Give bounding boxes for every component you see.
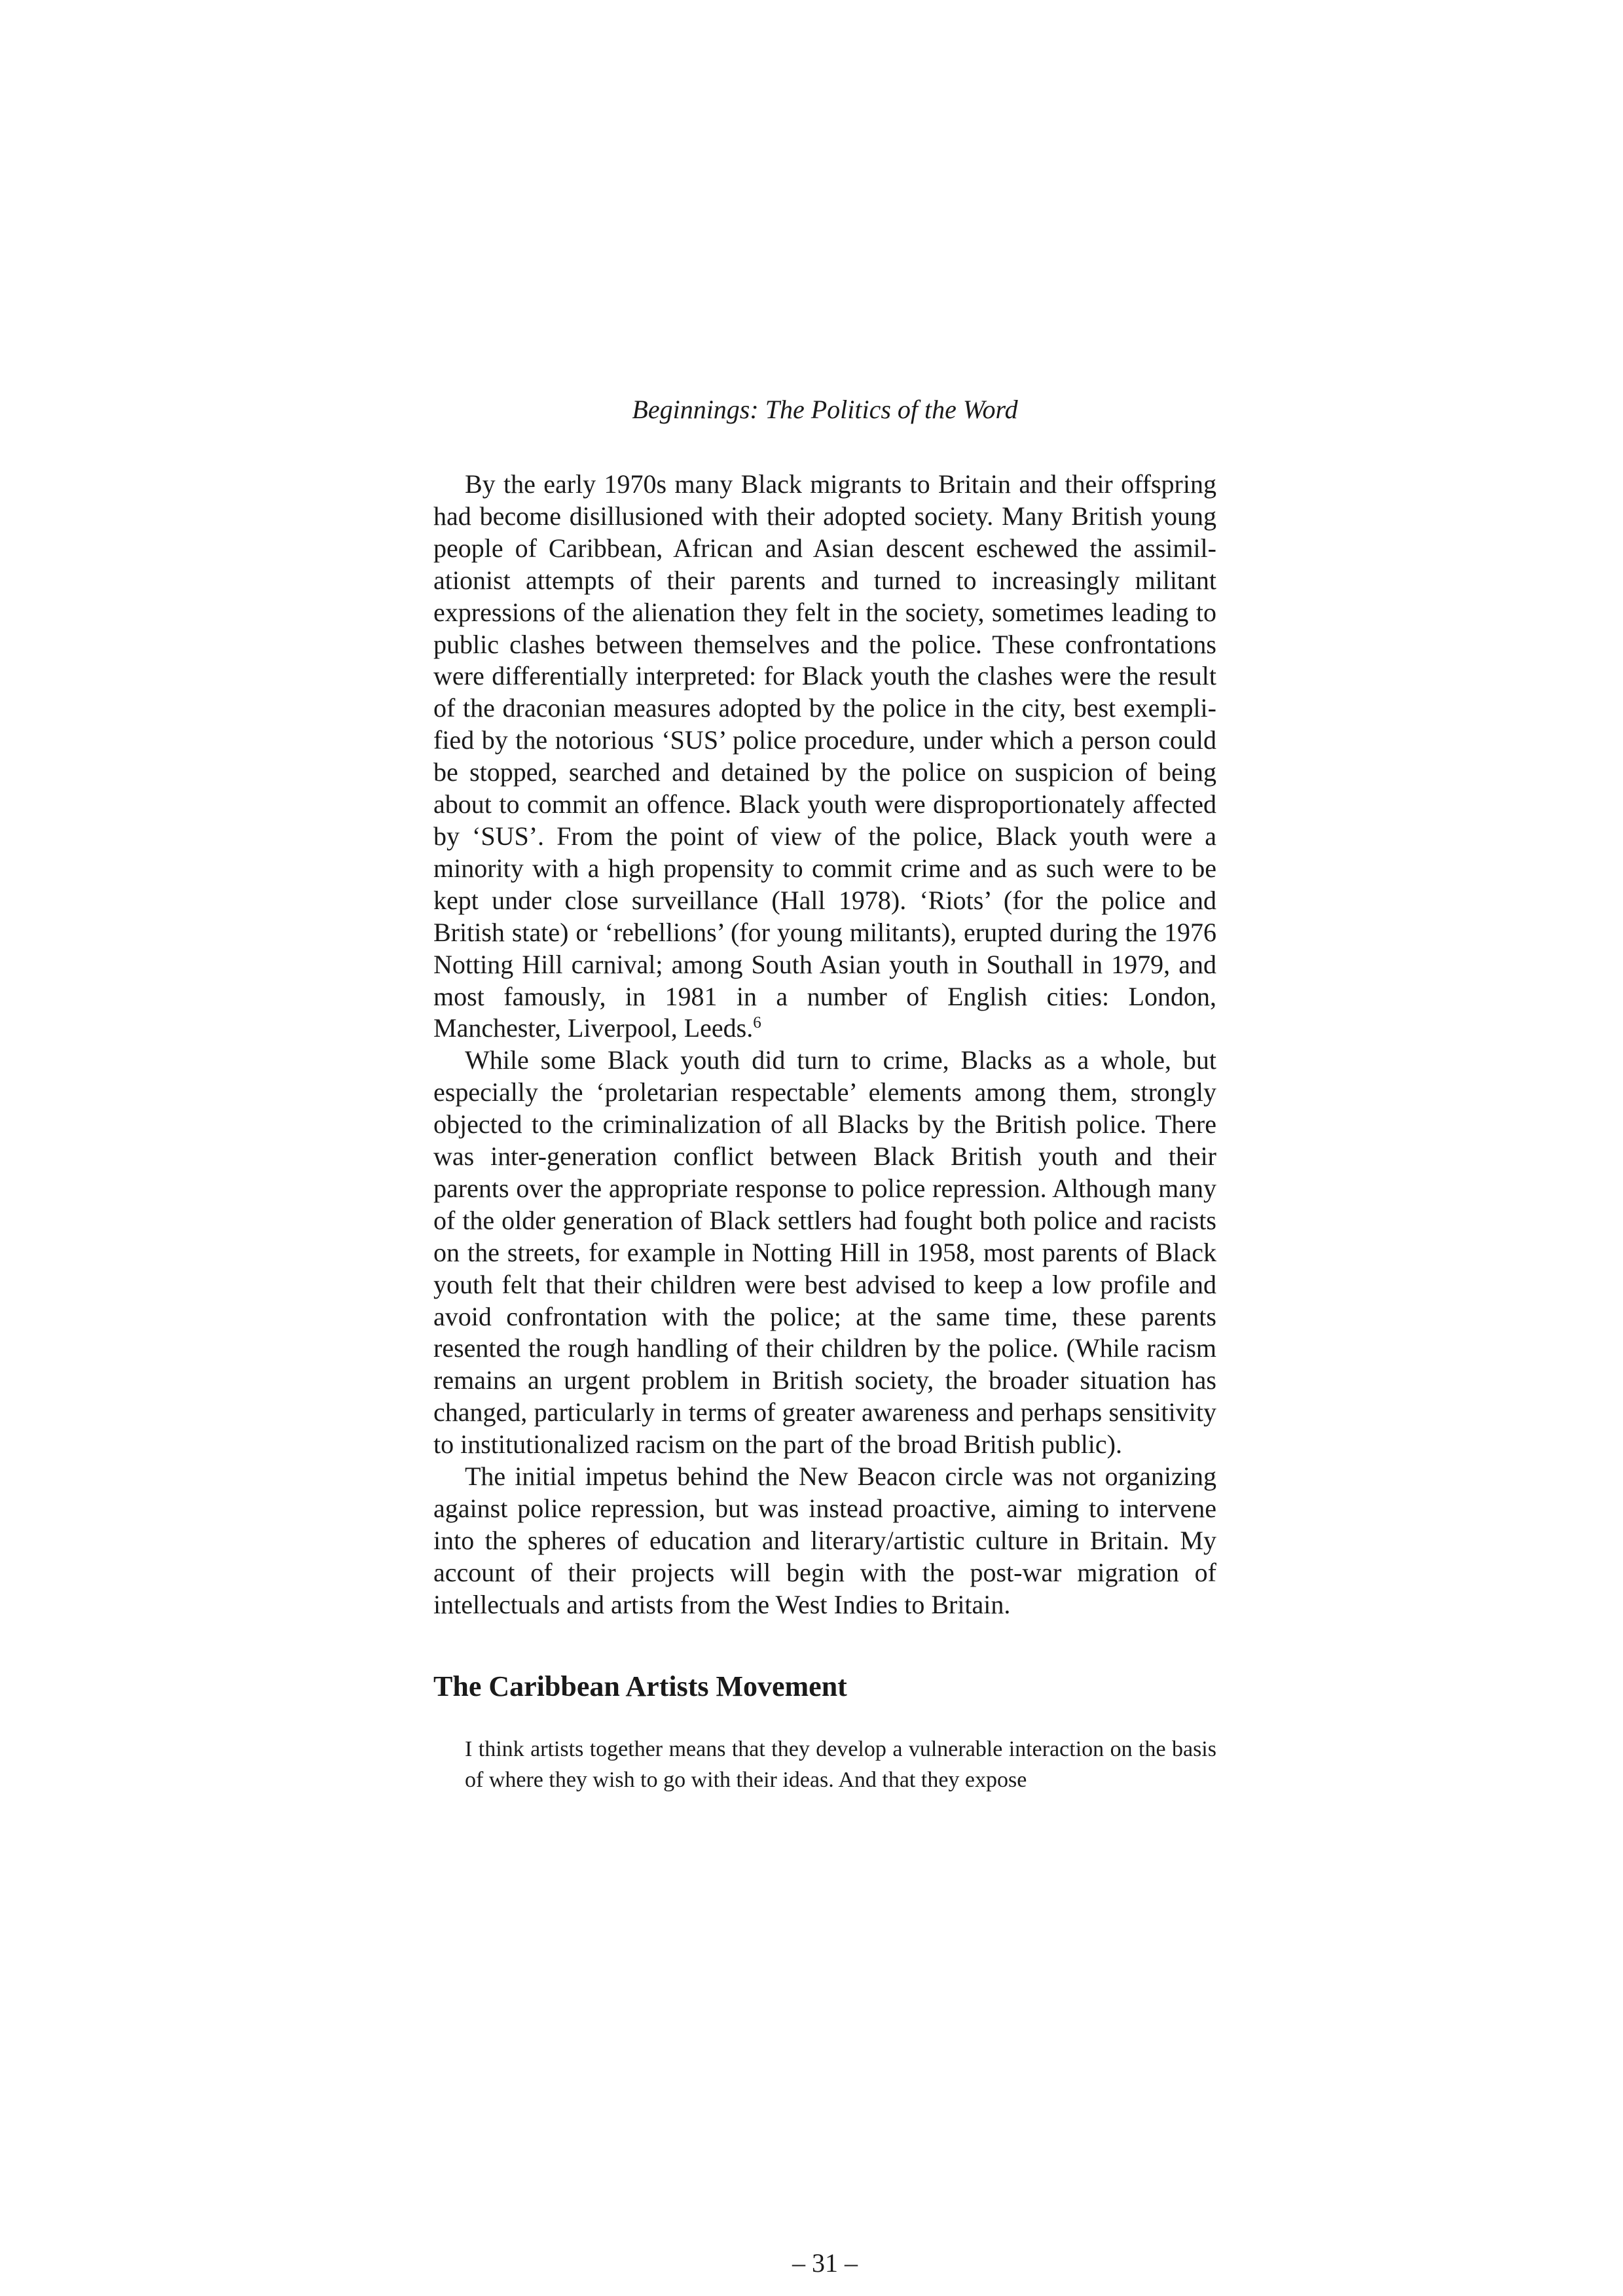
paragraph-text: While some Black youth did turn to crime, Blacks as a whole, but especially the ‘proletarian respectable’ elements among them, strongly objected to the criminalization of all Blacks by the British police. There was inter-generation conflict between Black British youth and their parents over the appropriate response to police repression. Although many of the older generation of Black settlers had fought both police and racists on the streets, for example in Notting Hill in 1958, most parents of Black youth felt that their children were best advised to keep a low profile and avoid confrontation with the police; at the same time, these parents resented the rough handling of their children by the police. (While racism remains an urgent problem in British society, the broader situation has changed, particularly in terms of greater awareness and perhaps sensitivity to institutionalized racism on the part of the broad British public).	[433, 1045, 1216, 1460]
page-number: – 31 –	[792, 2248, 858, 2278]
paragraph-text: The initial impetus behind the New Beacon circle was not organizing against police repression, but was instead proactive, aiming to intervene into the spheres of education and literary/artistic culture in Britain. My account of their projects will begin with the post-war migration of intellectuals and artists from the West Indies to Britain.	[433, 1462, 1216, 1619]
body-paragraph-3	[433, 1461, 1216, 1621]
footnote-marker[interactable]: 6	[753, 1014, 761, 1032]
paragraph-text: By the early 1970s many Black migrants to Britain and their offspring had become disillusioned with their adopted society. Many British young people of Caribbean, African and Asian descent eschewed the assimilationist attempts of their parents and turned to increasingly militant expressions of the alienation they felt in the society, sometimes leading to public clashes between themselves and the police. These confrontations were differentially interpreted: for Black youth the clashes were the result of the draconian measures adopted by the police in the city, best exemplified by the notorious ‘SUS’ police procedure, under which a person could be stopped, searched and detained by the police on suspicion of being about to commit an offence. Black youth were disproportionately affected by ‘SUS’. From the point of view of the police, Black youth were a minority with a high propensity to commit crime and as such were to be kept under close surveillance (Hall 1978). ‘Riots’ (for the police and British state) or ‘rebellions’ (for young militants), erupted during the 1976 Notting Hill carnival; among South Asian youth in Southall in 1979, and most famously, in 1981 in a number of English cities: London, Manchester, Liverpool, Leeds.	[433, 469, 1216, 1043]
body-paragraph-1	[433, 469, 1216, 1045]
book-page	[433, 393, 1216, 2278]
running-head: Beginnings: The Politics of the Word	[632, 395, 1018, 424]
epigraph-quote: I think artists together means that they develop a vulnerable interaction on the basis of where they wish to go with their ideas. And that they expose	[465, 1736, 1216, 1792]
body-paragraph-2	[433, 1045, 1216, 1461]
section-heading: The Caribbean Artists Movement	[433, 1670, 847, 1702]
